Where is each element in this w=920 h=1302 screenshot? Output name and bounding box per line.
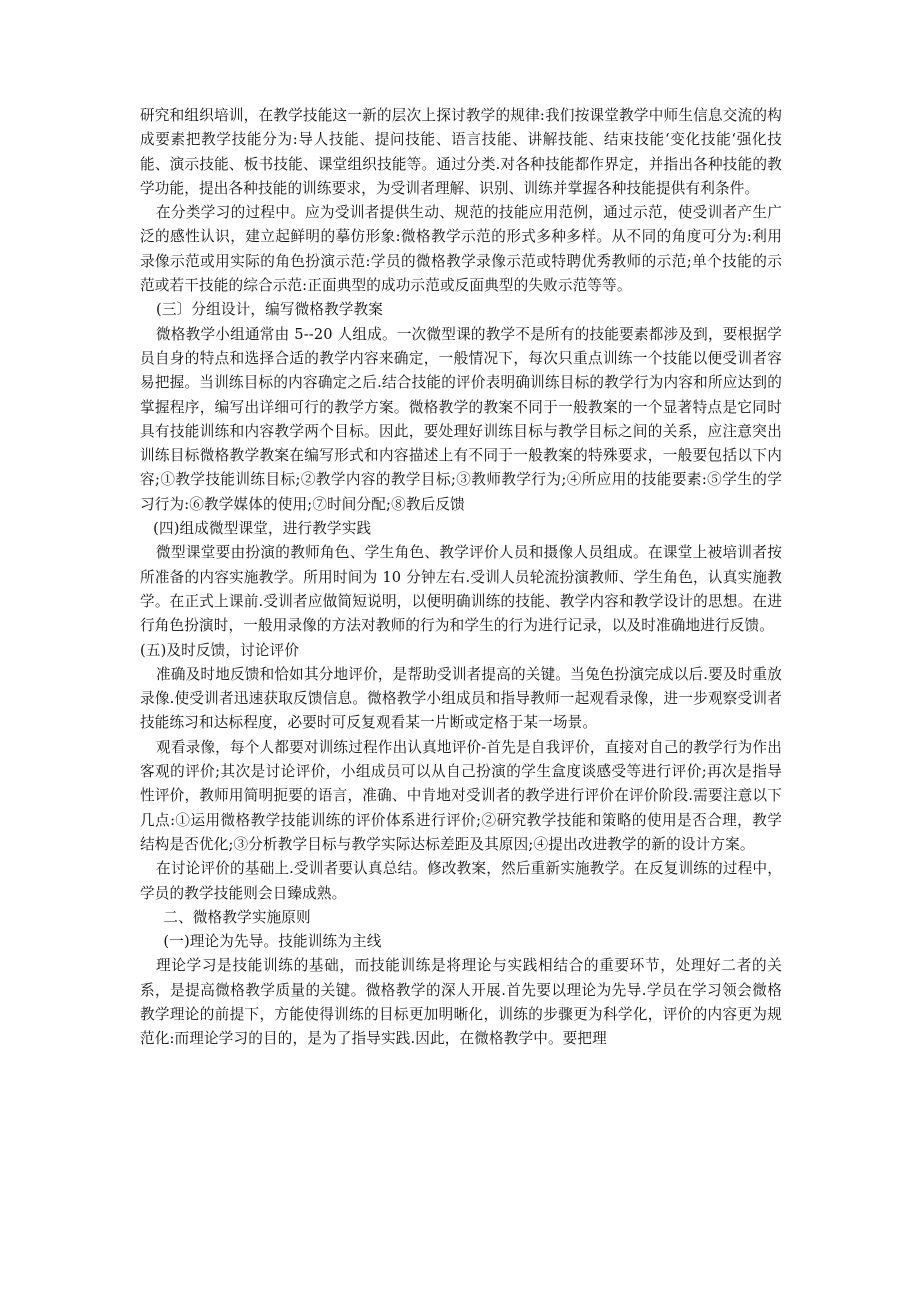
heading-group-design: (三〕分组设计，编写微格教学教案	[156, 301, 384, 319]
document-body	[140, 104, 782, 1052]
paragraph-demonstration: 在分类学习的过程中。应为受训者提供生动、规范的技能应用范例，通过示范，使受训者产生广泛的感性认识，建立起鲜明的摹仿形象:微格教学示范的形式多种多样。从不同的角度可分为:利用录像示范或用实际的角色扮演示范:学员的微格教学录像示范或特聘优秀教师的示范;单个技能的示范或若干技能的综合示范:正面典型的成功示范或反面典型的失败示范等等。	[140, 204, 782, 295]
paragraph-evaluation: 观看录像，每个人都要对训练过程作出认真地评价-首先是自我评价，直接对自己的教学行为作出客观的评价;其次是讨论评价，小组成员可以从自己扮演的学生盒度谈感受等进行评价;再次是指导性评价，教师用简明扼要的语言，准确、中肯地对受训者的教学进行评价在评价阶段.需要注意以下几点:①运用微格教学技能训练的评价体系进行评价;②研究教学技能和策略的使用是否合理，教学结构是否优化;③分析教学目标与教学实际达标差距及其原因;④提出改进教学的新的设计方案。	[140, 738, 782, 853]
heading-principles: 二、微格教学实施原则	[163, 908, 311, 926]
paragraph-group-design: 微格教学小组通常由 5--20 人组成。一次微型课的教学不是所有的技能要素都涉及到，要根据学员自身的特点和选择合适的教学内容来确定，一般情况下，每次只重点训练一个技能以便受训者容易把握。当训练目标的内容确定之后.结合技能的评价表明确训练目标的教学行为内容和所应达到的掌握程序，编写出详细可行的教学方案。微格教学的教案不同于一般教案的一个显著特点是它同时具有技能训练和内容教学两个目标。因此，要处理好训练目标与教学目标之间的关系，应注意突出训练目标微格教学教案在编写形式和内容描述上有不同于一般教案的特殊要求，一般要包括以下内容;①教学技能训练目标;②教学内容的教学目标;③教师教学行为;④所应用的技能要素:⑤学生的学习行为:⑥教学媒体的使用;⑦时间分配;⑧教后反馈	[140, 325, 782, 513]
heading-feedback-evaluation: (五)及时反馈，讨论评价	[140, 641, 300, 659]
paragraph-skill-classification: 研究和组织培训，在教学技能这一新的层次上探讨教学的规律:我们按课堂教学中师生信息交流的构成要素把教学技能分为:导人技能、提问技能、语言技能、讲解技能、结束技能‘变化技能‘强化技能、演示技能、板书技能、课堂组织技能等。通过分类.对各种技能都作界定，并指出各种技能的教学功能，提出各种技能的训练要求，为受训者理解、识别、训练并掌握各种技能提供有利条件。	[140, 107, 782, 197]
heading-micro-classroom: (四)组成微型课堂，进行教学实践	[153, 520, 372, 538]
paragraph-feedback: 准确及时地反馈和恰如其分地评价，是帮助受训者提高的关键。当兔色扮演完成以后.要及时重放录像.使受训者迅速获取反馈信息。微格教学小组成员和指导教师一起观看录像，进一步观察受训者技能练习和达标程度，必要时可反复观看某一片断或定格于某一场景。	[140, 665, 782, 732]
paragraph-theory: 理论学习是技能训练的基础，而技能训练是将理论与实践相结合的重要环节，处理好二者的关系，是提高微格教学质量的关键。微格教学的深人开展.首先要以理论为先导.学员在学习领会微格教学理论的前提下，方能使得训练的目标更加明晰化，训练的步骤更为科学化，评价的内容更为规范化:而理论学习的目的，是为了指导实践.因此，在微格教学中。要把理	[140, 957, 782, 1048]
paragraph-summary: 在讨论评价的基础上.受训者要认真总结。修改教案，然后重新实施教学。在反复训练的过程中，学员的教学技能则会日臻成熟。	[140, 860, 782, 902]
heading-theory-guide: (一)理论为先导。技能训练为主线	[163, 933, 382, 951]
paragraph-micro-classroom: 微型课堂要由扮演的教师角色、学生角色、教学评价人员和摄像人员组成。在课堂上被培训者按所准备的内容实施教学。所用时间为 10 分钟左右.受训人员轮流扮演教师、学生角色，认真实施教学。在正式上课前.受训者应做简短说明，以便明确训练的技能、教学内容和教学设计的思想。在进行角色扮演时，一般用录像的方法对教师的行为和学生的行为进行记录，以及时准确地进行反馈。	[140, 544, 782, 635]
